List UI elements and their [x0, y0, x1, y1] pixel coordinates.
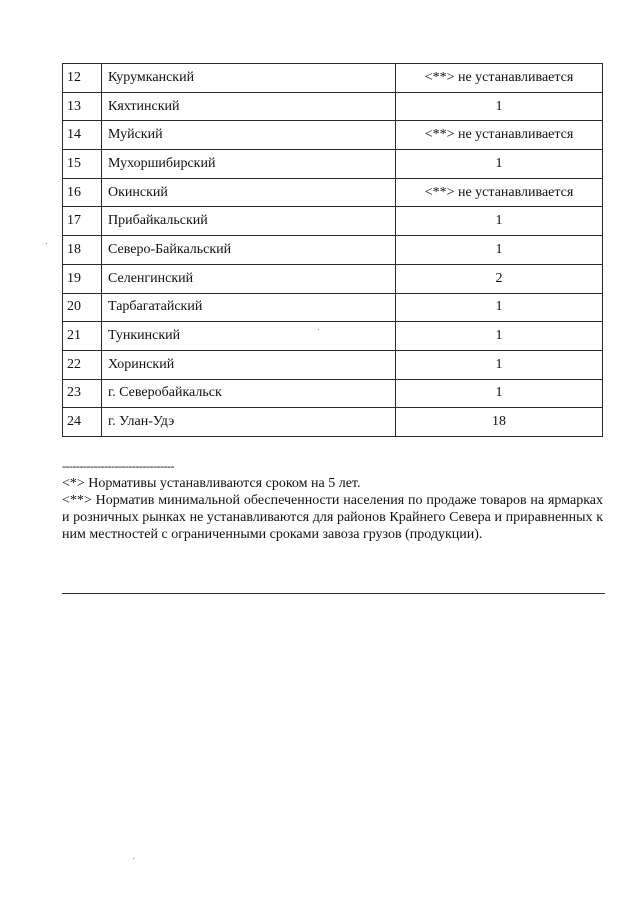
norm-value: 1 [396, 350, 603, 379]
district-name: г. Улан-Удэ [102, 408, 396, 437]
table-row [63, 236, 603, 265]
norm-value: 1 [396, 150, 603, 179]
table-row [63, 264, 603, 293]
district-name: г. Северобайкальск [102, 379, 396, 408]
table-row [63, 150, 603, 179]
district-name: Мухоршибирский [102, 150, 396, 179]
bottom-rule [62, 593, 605, 594]
row-number: 14 [63, 121, 102, 150]
table-row [63, 92, 603, 121]
table-row [63, 121, 603, 150]
norm-value: 1 [396, 293, 603, 322]
district-name: Хоринский [102, 350, 396, 379]
norm-value: 18 [396, 408, 603, 437]
footnote-1: <*> Нормативы устанавливаются сроком на 5 лет. [62, 476, 361, 491]
district-name: Окинский [102, 178, 396, 207]
district-name: Прибайкальский [102, 207, 396, 236]
row-number: 20 [63, 293, 102, 322]
row-number: 19 [63, 264, 102, 293]
row-number: 12 [63, 64, 102, 93]
table-row [63, 350, 603, 379]
table-row [63, 408, 603, 437]
district-name: Курумканский [102, 64, 396, 93]
table-row [63, 322, 603, 351]
row-number: 23 [63, 379, 102, 408]
row-number: 16 [63, 178, 102, 207]
scan-speck [318, 329, 319, 330]
district-name: Тарбагатайский [102, 293, 396, 322]
row-number: 17 [63, 207, 102, 236]
district-name: Кяхтинский [102, 92, 396, 121]
norms-table [62, 63, 603, 437]
district-name: Муйский [102, 121, 396, 150]
norm-value: 1 [396, 379, 603, 408]
footnote-2: <**> Норматив минимальной обеспеченности населения по продаже товаров на ярмарках и розничных рынках не устанавливаются для районов Крайнего Севера и приравненных к ним местностей с ограниченными сроками завоза грузов (продукции). [62, 493, 603, 542]
row-number: 15 [63, 150, 102, 179]
norm-value: 1 [396, 236, 603, 265]
footnote-separator: -------------------------------- [62, 459, 174, 473]
norm-value: 2 [396, 264, 603, 293]
row-number: 21 [63, 322, 102, 351]
norms-table-body [63, 64, 603, 437]
footnotes [62, 475, 603, 543]
row-number: 18 [63, 236, 102, 265]
norm-value: <**> не устанавливается [396, 178, 603, 207]
row-number: 24 [63, 408, 102, 437]
norm-value: 1 [396, 322, 603, 351]
table-row [63, 64, 603, 93]
district-name: Тункинский [102, 322, 396, 351]
norm-value: <**> не устанавливается [396, 121, 603, 150]
scan-speck [133, 858, 134, 859]
table-row [63, 293, 603, 322]
district-name: Селенгинский [102, 264, 396, 293]
scan-speck [46, 243, 47, 244]
district-name: Северо-Байкальский [102, 236, 396, 265]
table-row [63, 178, 603, 207]
row-number: 13 [63, 92, 102, 121]
norm-value: 1 [396, 207, 603, 236]
table-row [63, 207, 603, 236]
table-row [63, 379, 603, 408]
norm-value: <**> не устанавливается [396, 64, 603, 93]
row-number: 22 [63, 350, 102, 379]
norm-value: 1 [396, 92, 603, 121]
